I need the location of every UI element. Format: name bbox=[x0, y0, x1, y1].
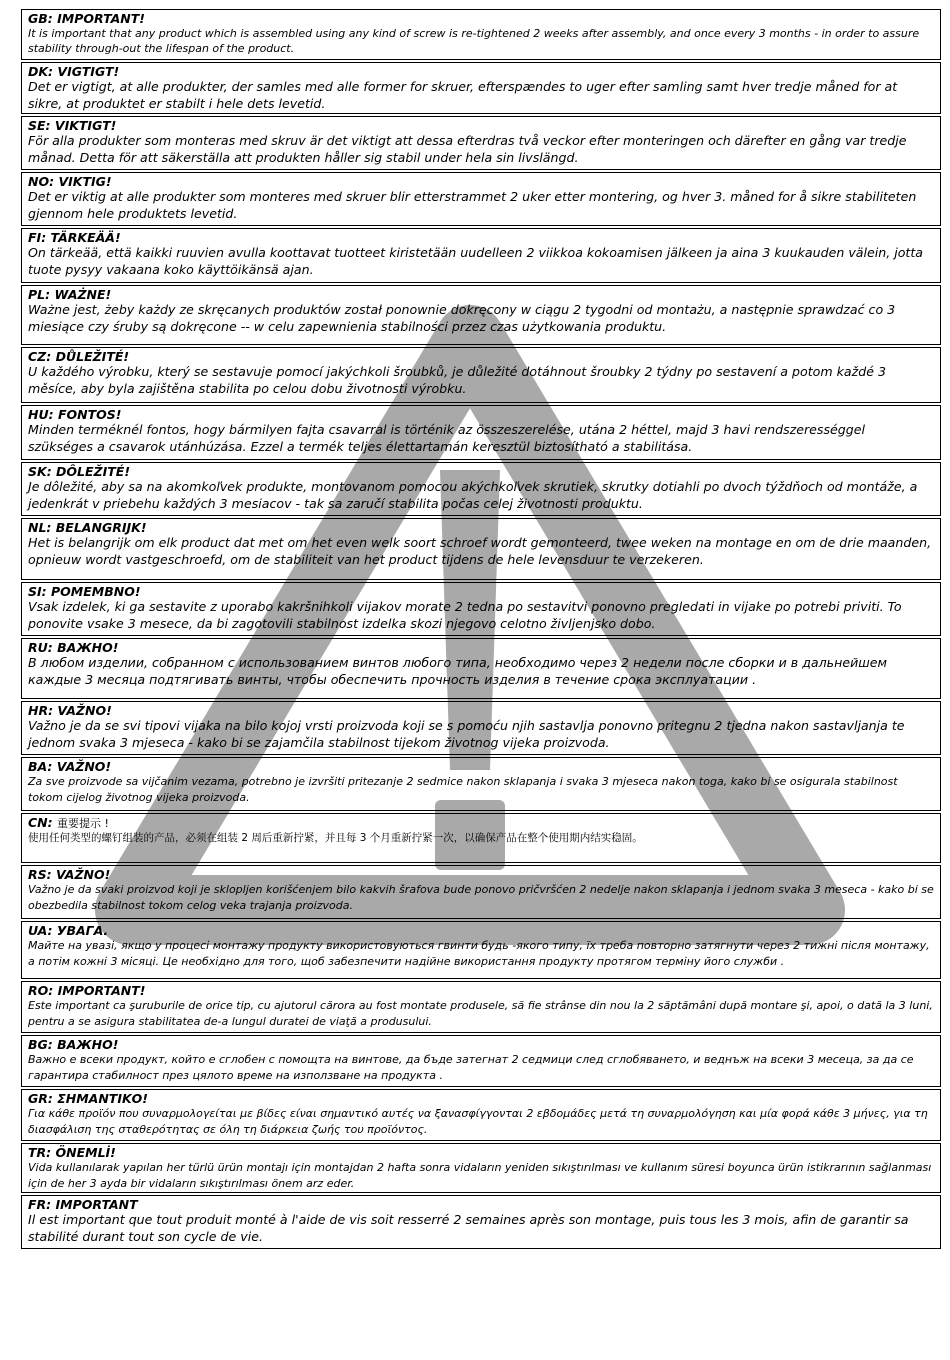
notice-hr bbox=[21, 701, 941, 755]
notice-title: HU: FONTOS! bbox=[28, 407, 122, 422]
notice-text: Важно е всеки продукт, който е сглобен с помощта на винтове, да бъде затегнат 2 седмици след сглобяването, и веднъж на всеки 3 месеца, за да се гарантира стабилност през цялото време на използване на продукта . bbox=[28, 1053, 914, 1082]
notice-text: Vsak izdelek, ki ga sestavite z uporabo kakršnihkoli vijakov morate 2 tedna po sestavitvi ponovno pregledati in vijake po potrebi priviti. To ponovite vsake 3 mesece, da bi zagotovili stabilnost izdelka skozi njegovo celotno življenjsko dobo. bbox=[28, 599, 902, 631]
notice-tr bbox=[21, 1143, 941, 1193]
notice-ua bbox=[21, 921, 941, 979]
notice-text: Det er vigtigt, at alle produkter, der samles med alle former for skruer, efterspændes to uger efter samling samt hver tredje måned for at sikre, at produktet er stabilt i hele dets levetid. bbox=[28, 79, 898, 111]
notice-text: В любом изделии, собранном с использованием винтов любого типа, необходимо через 2 недели после сборки и в дальнейшем каждые 3 месяца подтягивать винты, чтобы обеспечить прочность изделия в течение срока эксплуатации . bbox=[28, 655, 888, 687]
notice-fr bbox=[21, 1195, 941, 1249]
notice-cz bbox=[21, 347, 941, 403]
notice-title: DK: VIGTIGT! bbox=[28, 64, 120, 79]
notice-text: Važno je da svaki proizvod koji je sklopljen korišćenjem bilo kakvih šrafova bude ponovo pričvršćen 2 nedelje nakon sklapanja i jednom svaka 3 meseca - kako bi se obezbedila stabilnost tokom celog veka trajanja proizvoda. bbox=[28, 883, 934, 912]
notice-sk bbox=[21, 462, 941, 516]
notice-no bbox=[21, 172, 941, 226]
notice-text: Майте на увазі, якщо у процесі монтажу продукту використовуються гвинти будь -якого типу, їх треба повторно затягнути через 2 тижні після монтажу, а потім кожні 3 місяці. Це необхідно для того, щоб забезпечити надійне використання продукту протягом терміну його служби . bbox=[28, 939, 930, 968]
notice-title: RS: VAŽNO! bbox=[28, 867, 111, 882]
notice-se bbox=[21, 116, 941, 170]
notice-gr bbox=[21, 1089, 941, 1141]
notice-pl bbox=[21, 285, 941, 345]
notice-fi bbox=[21, 228, 941, 283]
notice-text: Este important ca şuruburile de orice tip, cu ajutorul cărora au fost montate produsele, să fie strânse din nou la 2 săptămâni după montare şi, apoi, o dată la 3 luni, pentru a se asigura stabilitatea de-a lungul duratei de viaţă a produsului. bbox=[28, 999, 933, 1028]
notice-title: HR: VAŽNO! bbox=[28, 703, 112, 718]
notice-title: GR: ΣΗΜΑΝΤΙΚΟ! bbox=[28, 1091, 149, 1106]
notice-title: NL: BELANGRIJK! bbox=[28, 520, 147, 535]
notice-text: Je dôležité, aby sa na akomkoľvek produkte, montovanom pomocou akýchkoľvek skrutiek, skrutky dotiahli po dvoch týždňoch od montáže, a jedenkrát v priebehu každých 3 mesiacov - tak sa zaručí stabilita počas celej životnosti produktu. bbox=[28, 479, 918, 511]
notice-code: CN: bbox=[28, 815, 53, 830]
notice-ru bbox=[21, 638, 941, 699]
notice-text: Za sve proizvode sa vijčanim vezama, potrebno je izvršiti pritezanje 2 sedmice nakon sklapanja i svaka 3 mjeseca nakon toga, kako bi se osigurala stabilnost tokom cijelog životnog vijeka proizvoda. bbox=[28, 775, 898, 804]
notice-title: SE: VIKTIGT! bbox=[28, 118, 117, 133]
notice-title: FI: TÄRKEÄÄ! bbox=[28, 230, 121, 245]
notice-title: FR: IMPORTANT bbox=[28, 1197, 138, 1212]
notice-text: Il est important que tout produit monté à l'aide de vis soit resserré 2 semaines après son montage, puis tous les 3 mois, afin de garantir sa stabilité durant tout son cycle de vie. bbox=[28, 1212, 909, 1244]
notice-ba bbox=[21, 757, 941, 811]
notice-title: GB: IMPORTANT! bbox=[28, 11, 145, 26]
notice-text: On tärkeää, että kaikki ruuvien avulla koottavat tuotteet kiristetään uudelleen 2 viikkoa kokoamisen jälkeen ja aina 3 kuukauden välein, jotta tuote pysyy vakaana koko käyttöikänsä ajan. bbox=[28, 245, 924, 277]
notice-text: Ważne jest, żeby każdy ze skręcanych produktów został ponownie dokręcony w ciągu 2 tygodni od montażu, a następnie sprawdzać co 3 miesiące czy śruby są dokręcone -- w celu zapewnienia stabilności przez czas użytkowania produktu. bbox=[28, 302, 896, 334]
notice-bg bbox=[21, 1035, 941, 1087]
notice-text: Važno je da se svi tipovi vijaka na bilo kojoj vrsti proizvoda koji se s pomoću njih sastavlja ponovno pritegnu 2 tjedna nakon sastavljanja te jednom svaka 3 mjeseca - kako bi se zajamčila stabilnost tijekom životnog vijeka proizvoda. bbox=[28, 718, 905, 750]
notice-title bbox=[28, 815, 934, 831]
notice-text: För alla produkter som monteras med skruv är det viktigt att dessa efterdras två veckor efter monteringen och därefter en gång var tredje månad. Detta för att säkerställa att produkten håller sig stabil under hela sin livslängd. bbox=[28, 133, 907, 165]
notice-title: SI: POMEMBNO! bbox=[28, 584, 141, 599]
notice-dk bbox=[21, 62, 941, 114]
notice-cn bbox=[21, 813, 941, 863]
notice-text: Για κάθε προϊόν που συναρμολογείται με βίδες είναι σημαντικό αυτές να ξανασφίγγονται 2 εβδομάδες μετά τη συναρμολόγηση και μία φορά κάθε 3 μήνες, για τη διασφάλιση της σταθερότητας σε όλη τη διάρκεια ζωής του προϊόντος. bbox=[28, 1107, 928, 1136]
notice-text: It is important that any product which is assembled using any kind of screw is re-tightened 2 weeks after assembly, and once every 3 months - in order to assure stability through-out the lifespan of the product. bbox=[28, 27, 920, 55]
notice-gb bbox=[21, 9, 941, 60]
notice-text: 使用任何类型的螺钉组装的产品，必须在组装 2 周后重新拧紧，并且每 3 个月重新拧紧一次，以确保产品在整个使用期内结实稳固。 bbox=[28, 832, 643, 844]
notice-title: CZ: DŮLEŽITÉ! bbox=[28, 349, 130, 364]
notice-text: Minden terméknél fontos, hogy bármilyen fajta csavarral is történik az összeszerelése, utána 2 héttel, majd 3 havi rendszerességgel szükséges a csavarok utánhúzása. Ezzel a termék teljes élettartamán keresztül biztosítható a stabilitása. bbox=[28, 422, 866, 454]
notice-text: U každého výrobku, který se sestavuje pomocí jakýchkoli šroubků, je důležité dotáhnout šroubky 2 týdny po sestavení a potom každé 3 měsíce, aby byla zajištěna stabilita po celou dobu životnosti výrobku. bbox=[28, 364, 886, 396]
notice-text: Vida kullanılarak yapılan her türlü ürün montajı için montajdan 2 hafta sonra vidaların yeniden sıkıştırılması ve kullanım süresi boyunca ürün istikrarının sağlanması için de her 3 ayda bir vidaların sıkıştırılması önem arz eder. bbox=[28, 1161, 932, 1190]
notice-text: Det er viktig at alle produkter som monteres med skruer blir etterstrammet 2 uker etter montering, og hver 3. måned for å sikre stabiliteten gjennom hele produktets levetid. bbox=[28, 189, 917, 221]
notice-title: UA: УВАГА. bbox=[28, 923, 109, 938]
notice-nl bbox=[21, 518, 941, 580]
notice-title: BG: ВАЖНО! bbox=[28, 1037, 119, 1052]
notice-title: RU: ВАЖНО! bbox=[28, 640, 119, 655]
notice-title: NO: VIKTIG! bbox=[28, 174, 112, 189]
notice-title: PL: WAŻNE! bbox=[28, 287, 112, 302]
notice-hu bbox=[21, 405, 941, 460]
notice-title: BA: VAŽNO! bbox=[28, 759, 112, 774]
notice-title: RO: IMPORTANT! bbox=[28, 983, 146, 998]
notice-sheet bbox=[21, 9, 941, 1251]
notice-si bbox=[21, 582, 941, 636]
notice-title: SK: DÔLEŽITÉ! bbox=[28, 464, 131, 479]
notice-text: Het is belangrijk om elk product dat met om het even welk soort schroef wordt gemonteerd, twee weken na montage en om de drie maanden, opnieuw wordt vastgeschroefd, om de stabiliteit van het product tijdens de hele levensduur te verzekeren. bbox=[28, 535, 932, 567]
notice-rs bbox=[21, 865, 941, 919]
notice-title: TR: ÖNEMLİ! bbox=[28, 1145, 116, 1160]
notice-ro bbox=[21, 981, 941, 1033]
notice-title-cjk: 重要提示 ! bbox=[57, 817, 109, 830]
